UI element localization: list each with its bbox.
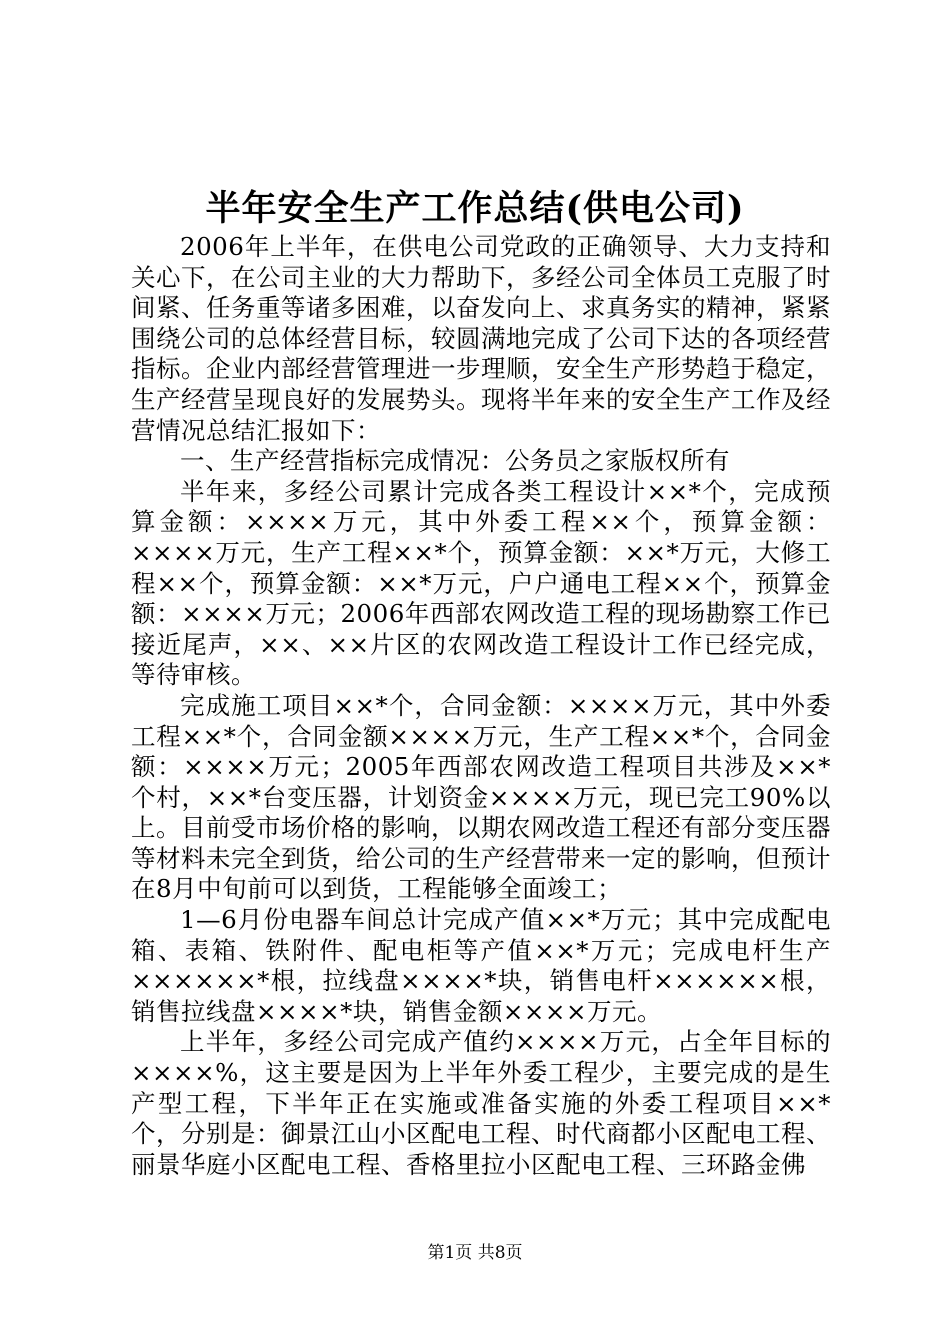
document-body [131,232,831,1180]
paragraph-half-year-output: 上半年，多经公司完成产值约××××万元，占全年目标的××××%，这主要是因为上半年外委工程少，主要完成的是生产型工程，下半年正在实施或准备实施的外委工程项目××*个，分别是：御景江山小区配电工程、时代商都小区配电工程、丽景华庭小区配电工程、香格里拉小区配电工程、三环路金佛 [131,1027,831,1179]
paragraph-workshop-output: 1—6月份电器车间总计完成产值××*万元；其中完成配电箱、表箱、铁附件、配电柜等产值××*万元；完成电杆生产××××××*根，拉线盘××××*块，销售电杆××××××根，销售拉线盘××××*块，销售金额××××万元。 [131,905,831,1026]
paragraph-construction-stats: 完成施工项目××*个，合同金额：××××万元，其中外委工程××*个，合同金额××××万元，生产工程××*个，合同金额：××××万元；2005年西部农网改造工程项目共涉及××*个村，××*台变压器，计划资金××××万元，现已完工90%以上。目前受市场价格的影响，以期农网改造工程还有部分变压器等材料未完全到货，给公司的生产经营带来一定的影响，但预计在8月中旬前可以到货，工程能够全面竣工； [131,690,831,904]
paragraph-intro: 2006年上半年，在供电公司党政的正确领导、大力支持和关心下，在公司主业的大力帮助下，多经公司全体员工克服了时间紧、任务重等诸多困难，以奋发向上、求真务实的精神，紧紧围绕公司的总体经营目标，较圆满地完成了公司下达的各项经营指标。企业内部经营管理进一步理顺，安全生产形势趋于稳定，生产经营呈现良好的发展势头。现将半年来的安全生产工作及经营情况总结汇报如下： [131,232,831,445]
page-number-footer: 第1页 共8页 [427,1243,523,1263]
document-title: 半年安全生产工作总结(供电公司) [205,188,745,229]
paragraph-section-heading: 一、生产经营指标完成情况：公务员之家版权所有 [180,446,730,476]
paragraph-design-stats: 半年来，多经公司累计完成各类工程设计××*个，完成预算金额：××××万元，其中外委工程××个，预算金额：××××万元，生产工程××*个，预算金额：××*万元，大修工程××个，预算金额：××*万元，户户通电工程××个，预算金额：××××万元；2006年西部农网改造工程的现场勘察工作已接近尾声，××、××片区的农网改造工程设计工作已经完成，等待审核。 [131,476,831,690]
